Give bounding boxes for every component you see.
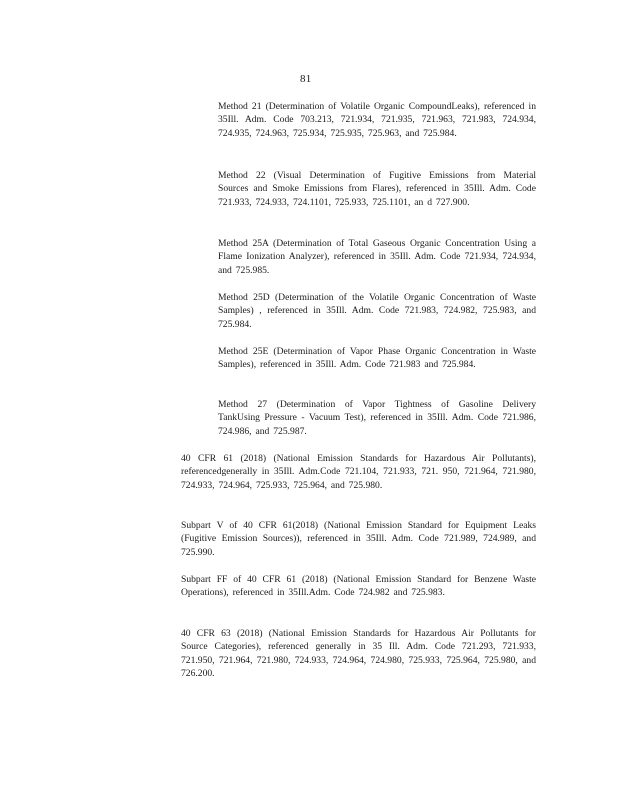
paragraph-method-27: Method 27 (Determination of Vapor Tightness of Gasoline Delivery TankUsing Pressure - Vacuum Test), referenced in 35Ill. Adm. Code 721.986, 724.986, and 725.987. xyxy=(218,399,536,437)
paragraph-40-cfr-61: 40 CFR 61 (2018) (National Emission Standards for Hazardous Air Pollutants), referencedgenerally in 35Ill. Adm.Code 721.104, 721.933, 721. 950, 721.964, 721.980, 724.933, 724.964, 725.933, 725.964, and 725.980. xyxy=(181,453,536,491)
paragraph-method-25a: Method 25A (Determination of Total Gaseous Organic Concentration Using a Flame Ionization Analyzer), referenced in 35Ill. Adm. Code 721.934, 724.934, and 725.985. xyxy=(218,238,536,276)
paragraph-method-21: Method 21 (Determination of Volatile Organic CompoundLeaks), referenced in 35Ill. Adm. Code 703.213, 721.934, 721.935, 721.963, 721.983, 724.934, 724.935, 724.963, 725.934, 725.935, 725.963, and 725.984. xyxy=(218,101,536,139)
paragraph-subpart-v: Subpart V of 40 CFR 61(2018) (National Emission Standard for Equipment Leaks (Fugitive Emission Sources)), referenced in 35Ill. Adm. Code 721.989, 724.989, and 725.990. xyxy=(181,520,536,558)
paragraph-40-cfr-63: 40 CFR 63 (2018) (National Emission Standards for Hazardous Air Pollutants for Source Categories), referenced generally in 35 Ill. Adm. Code 721.293, 721.933, 721.950, 721.964, 721.980, 724.933, 724.964, 724.980, 725.933, 725.964, 725.980, and 726.200. xyxy=(181,628,536,679)
paragraph-method-25e: Method 25E (Determination of Vapor Phase Organic Concentration in Waste Samples), referenced in 35Ill. Adm. Code 721.983 and 725.984. xyxy=(218,346,536,371)
paragraph-method-22: Method 22 (Visual Determination of Fugitive Emissions from Material Sources and Smoke Emissions from Flares), referenced in 35Ill. Adm. Code 721.933, 724.933, 724.1101, 725.933, 725.1101, an d 727.900. xyxy=(218,170,536,208)
paragraph-method-25d: Method 25D (Determination of the Volatile Organic Concentration of Waste Samples) , referenced in 35Ill. Adm. Code 721.983, 724.982, 725.983, and 725.984. xyxy=(218,292,536,330)
page-number: 81 xyxy=(300,73,312,85)
paragraph-subpart-ff: Subpart FF of 40 CFR 61 (2018) (National Emission Standard for Benzene Waste Operations), referenced in 35Ill.Adm. Code 724.982 and 725.983. xyxy=(181,574,536,599)
